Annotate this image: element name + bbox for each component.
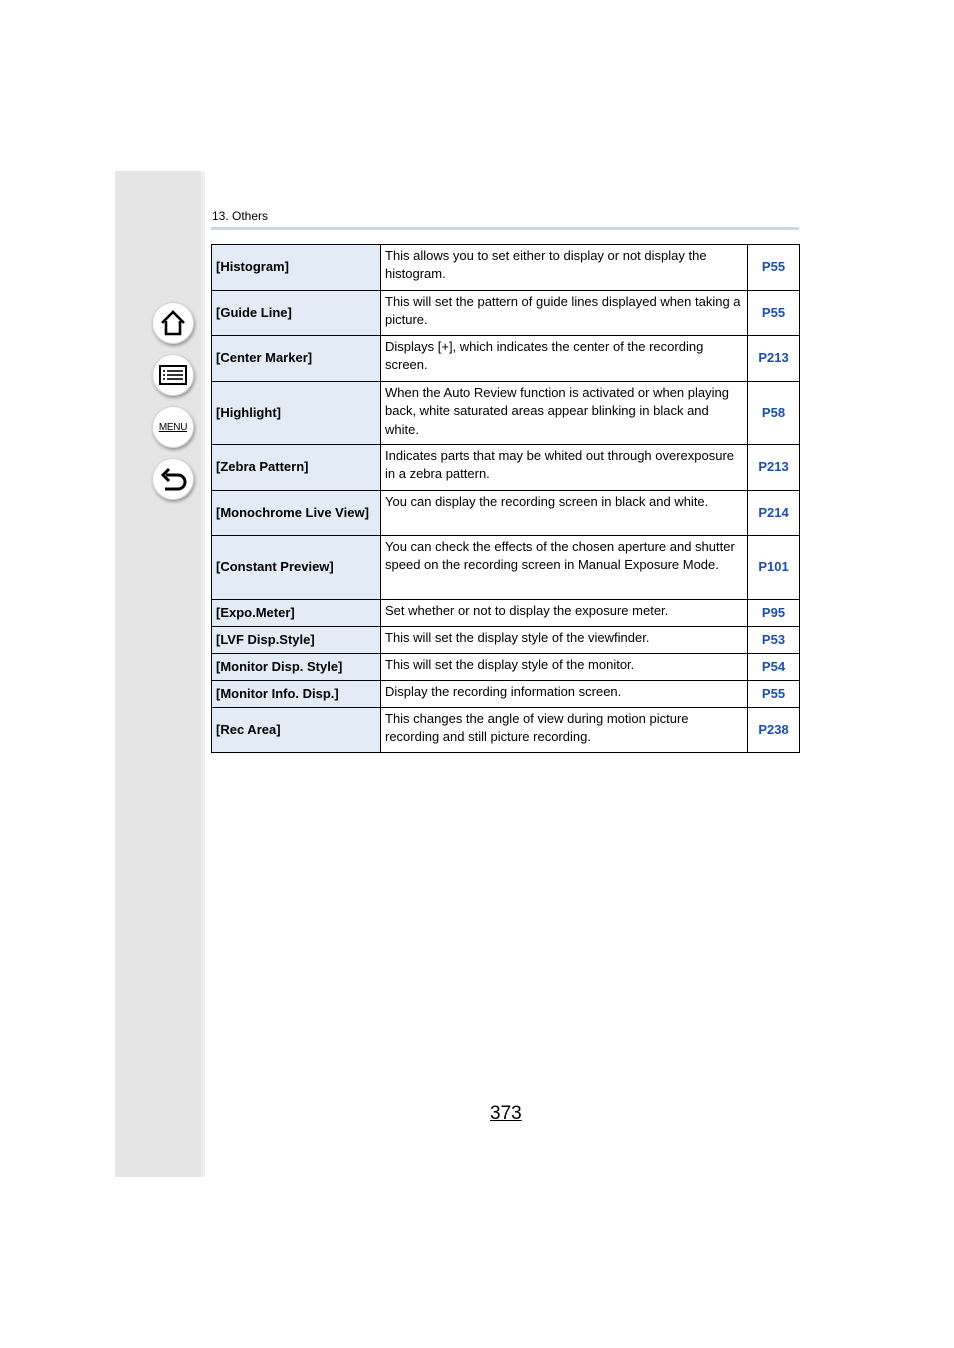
page-reference-link[interactable]: P214: [758, 504, 789, 520]
page-reference-link[interactable]: P238: [758, 721, 789, 737]
page-reference-cell: [748, 600, 800, 627]
table-row: [212, 627, 800, 654]
setting-description: Displays [+], which indicates the center of the recording screen.: [381, 336, 748, 382]
setting-description: You can check the effects of the chosen aperture and shutter speed on the recording screen in Manual Exposure Mode.: [381, 536, 748, 600]
section-title: 13. Others: [212, 209, 269, 223]
settings-table: [211, 244, 800, 753]
setting-description: This changes the angle of view during motion picture recording and still picture recording.: [381, 708, 748, 753]
setting-description: This allows you to set either to display or not display the histogram.: [381, 245, 748, 291]
setting-description: When the Auto Review function is activated or when playing back, white saturated areas appear blinking in black and white.: [381, 382, 748, 445]
setting-description: Set whether or not to display the exposure meter.: [381, 600, 748, 627]
page-reference-cell: [748, 627, 800, 654]
menu-label: MENU: [158, 421, 188, 433]
page-reference-cell: [748, 245, 800, 291]
page-reference-link[interactable]: P55: [761, 259, 786, 275]
setting-name: [Expo.Meter]: [212, 600, 381, 627]
setting-name: [Monitor Info. Disp.]: [212, 681, 381, 708]
sidebar-edge: [201, 171, 205, 1177]
page-reference-cell: [748, 491, 800, 536]
setting-name: [Highlight]: [212, 382, 381, 445]
table-row: [212, 708, 800, 753]
page-reference-cell: [748, 708, 800, 753]
contents-button[interactable]: [152, 354, 194, 396]
page-reference-cell: [748, 536, 800, 600]
list-icon: [158, 363, 188, 387]
table-row: [212, 654, 800, 681]
page-reference-cell: [748, 654, 800, 681]
menu-button[interactable]: [152, 406, 194, 448]
table-row: [212, 681, 800, 708]
setting-description: This will set the pattern of guide lines displayed when taking a picture.: [381, 291, 748, 336]
page-reference-link[interactable]: P101: [758, 559, 789, 575]
page-reference-link[interactable]: P213: [758, 459, 789, 475]
setting-name: [Zebra Pattern]: [212, 445, 381, 491]
setting-name: [Center Marker]: [212, 336, 381, 382]
page-reference-link[interactable]: P55: [761, 685, 786, 701]
page-reference-cell: [748, 291, 800, 336]
setting-name: [LVF Disp.Style]: [212, 627, 381, 654]
page-reference-cell: [748, 681, 800, 708]
table-row: [212, 536, 800, 600]
setting-name: [Monitor Disp. Style]: [212, 654, 381, 681]
page-reference-cell: [748, 382, 800, 445]
page-reference-link[interactable]: P95: [761, 604, 786, 620]
back-arrow-icon: [159, 466, 187, 492]
setting-description: Display the recording information screen.: [381, 681, 748, 708]
page-reference-link[interactable]: P54: [761, 658, 786, 674]
setting-name: [Histogram]: [212, 245, 381, 291]
setting-name: [Rec Area]: [212, 708, 381, 753]
table-row: [212, 291, 800, 336]
table-row: [212, 382, 800, 445]
page-reference-cell: [748, 445, 800, 491]
setting-description: This will set the display style of the monitor.: [381, 654, 748, 681]
page-number[interactable]: 373: [490, 1103, 522, 1124]
page-reference-link[interactable]: P213: [758, 350, 789, 366]
setting-name: [Guide Line]: [212, 291, 381, 336]
table-row: [212, 336, 800, 382]
page-reference-link[interactable]: P53: [761, 631, 786, 647]
setting-name: [Monochrome Live View]: [212, 491, 381, 536]
table-row: [212, 245, 800, 291]
setting-name: [Constant Preview]: [212, 536, 381, 600]
home-icon: [159, 309, 187, 337]
page-reference-link[interactable]: P55: [761, 304, 786, 320]
setting-description: You can display the recording screen in black and white.: [381, 491, 748, 536]
table-row: [212, 491, 800, 536]
page-reference-link[interactable]: P58: [761, 404, 786, 420]
section-rule: [211, 227, 799, 230]
setting-description: Indicates parts that may be whited out through overexposure in a zebra pattern.: [381, 445, 748, 491]
setting-description: This will set the display style of the viewfinder.: [381, 627, 748, 654]
page-reference-cell: [748, 336, 800, 382]
table-row: [212, 600, 800, 627]
table-row: [212, 445, 800, 491]
back-button[interactable]: [152, 458, 194, 500]
home-button[interactable]: [152, 302, 194, 344]
